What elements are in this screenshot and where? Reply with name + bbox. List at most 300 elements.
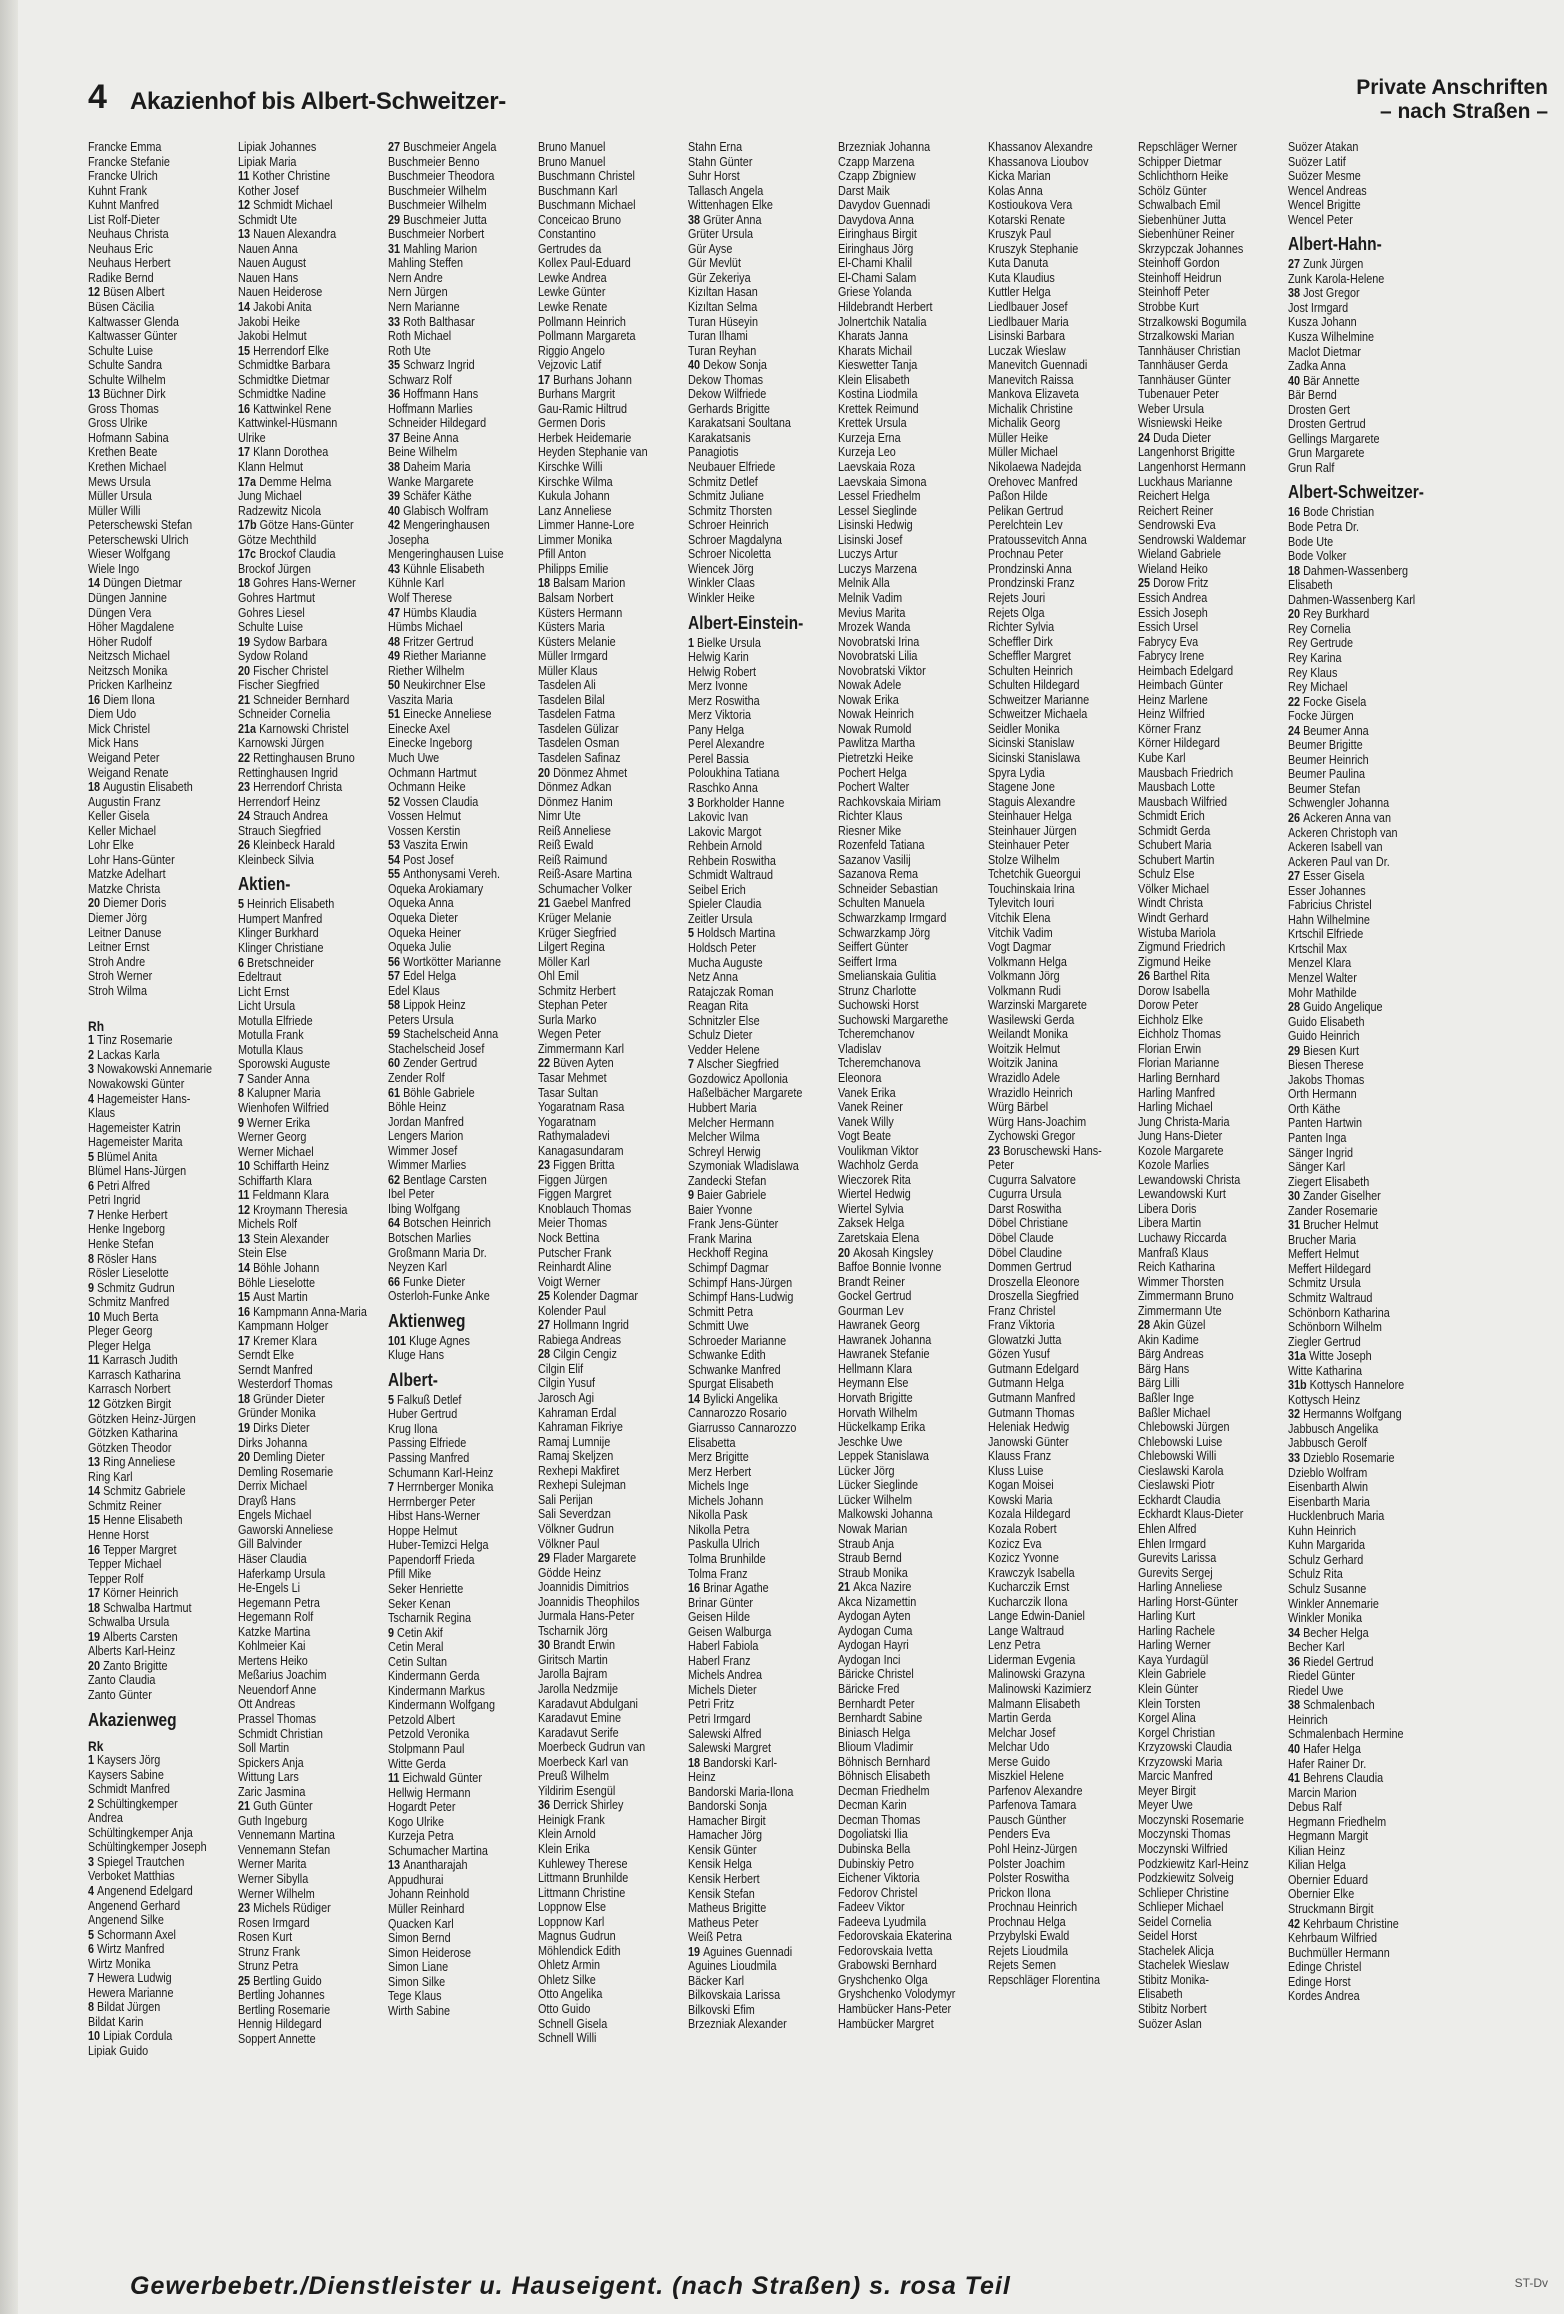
resident-entry: Lücker Sieglinde <box>838 1478 919 1493</box>
house-number: 7 <box>88 1207 98 1222</box>
resident-entry: Korgel Alina <box>1138 1711 1196 1726</box>
resident-entry: Littmann Brunhilde <box>538 1871 629 1886</box>
resident-entry: Pohl Heinz-Jürgen <box>988 1841 1078 1856</box>
resident-entry: Baßler Inge <box>1138 1391 1194 1406</box>
resident-entry: Schnitzler Else <box>688 1013 760 1028</box>
resident-entry: Kirschke Wilma <box>538 474 613 489</box>
resident-entry: Bode Volker <box>1288 549 1347 564</box>
resident-entry: Dubinska Bella <box>838 1841 911 1856</box>
resident-entry: Völkner Paul <box>538 1536 600 1551</box>
resident-entry: 47 Hümbs Klaudia <box>388 605 477 620</box>
house-number: 14 <box>238 300 254 315</box>
resident-entry: 2 Lackas Karla <box>88 1047 160 1062</box>
resident-entry: 5 Blümel Anita <box>88 1149 158 1164</box>
resident-entry: Pochert Helga <box>838 765 907 780</box>
resident-entry: Rejets Jouri <box>988 590 1046 605</box>
resident-entry: 38 Jost Gregor <box>1288 286 1360 301</box>
resident-entry: Pleger Helga <box>88 1338 151 1353</box>
resident-entry: Stephan Peter <box>538 998 608 1013</box>
resident-entry: Brinar Günter <box>688 1595 754 1610</box>
resident-entry: 23 Michels Rüdiger <box>238 1901 331 1916</box>
resident-entry: Henke Stefan <box>88 1237 154 1252</box>
house-number: 21 <box>238 692 254 707</box>
resident-entry: Podzkiewitz Solveig <box>1138 1871 1234 1886</box>
house-number: 11 <box>238 169 253 184</box>
resident-entry: Bildat Karin <box>88 2014 144 2029</box>
resident-entry: Krettek Ursula <box>838 416 907 431</box>
house-number: 37 <box>388 430 404 445</box>
resident-entry: Stachelscheid Josef <box>388 1041 485 1056</box>
resident-entry: Bäricke Fred <box>838 1681 900 1696</box>
resident-entry: Gür Mevlüt <box>688 256 741 271</box>
resident-entry: Staguis Alexandre <box>988 794 1076 809</box>
resident-entry: Karakatsanis <box>688 430 751 445</box>
resident-entry: Hamacher Jörg <box>688 1828 763 1843</box>
house-number: 27 <box>388 140 404 154</box>
resident-entry: Zimmermann Bruno <box>1138 1289 1234 1304</box>
resident-entry: Hagemeister Marita <box>88 1135 183 1150</box>
resident-entry: Haferkamp Ursula <box>238 1566 326 1581</box>
resident-entry: Schmidtke Dietmar <box>238 372 330 387</box>
resident-entry: Huber Gertrud <box>388 1407 458 1422</box>
house-number: 24 <box>238 809 254 824</box>
resident-entry: Kozicz Yvonne <box>988 1551 1059 1566</box>
resident-entry: Jung Hans-Dieter <box>1138 1129 1223 1144</box>
resident-entry: Angenend Gerhard <box>88 1898 181 1913</box>
resident-entry: Guido Heinrich <box>1288 1029 1360 1044</box>
resident-entry: 36 Riedel Gertrud <box>1288 1654 1374 1669</box>
resident-entry: Lohr Elke <box>88 838 134 853</box>
resident-entry: Licht Ursula <box>238 999 296 1014</box>
resident-entry: Bruno Manuel <box>538 154 606 169</box>
resident-entry: Nowak Rumold <box>838 721 912 736</box>
resident-entry: Ramaj Skeljzen <box>538 1449 614 1464</box>
resident-entry: Gockel Gertrud <box>838 1289 912 1304</box>
resident-entry: 20 Fischer Christel <box>238 663 329 678</box>
resident-entry: Steinhoff Heidrun <box>1138 270 1222 285</box>
resident-entry: Kuttler Helga <box>988 285 1051 300</box>
resident-entry: Schulz Else <box>1138 867 1195 882</box>
resident-entry: Kieswetter Tanja <box>838 358 918 373</box>
resident-entry: Rey Gertrude <box>1288 636 1354 651</box>
resident-entry: Prochnau Peter <box>988 547 1064 562</box>
house-number: 13 <box>238 227 254 242</box>
resident-entry: Schulten Manuela <box>838 896 925 911</box>
resident-entry: Haberl Fabiola <box>688 1639 759 1654</box>
house-number: 30 <box>1288 1189 1304 1204</box>
resident-entry: Rejets Olga <box>988 605 1045 620</box>
house-number: 12 <box>238 1202 254 1217</box>
house-number: 40 <box>688 358 704 373</box>
resident-entry: Buschmann Michael <box>538 198 636 213</box>
house-number: 60 <box>388 1056 404 1071</box>
resident-entry: 34 Becher Helga <box>1288 1625 1369 1640</box>
resident-entry: 16 Brinar Agathe <box>688 1581 769 1596</box>
house-number: 20 <box>538 765 554 780</box>
resident-entry: 7 Herrnberger Monika <box>388 1480 494 1495</box>
resident-entry: 54 Post Josef <box>388 852 454 867</box>
house-number: 15 <box>88 1513 104 1528</box>
resident-entry: Cilgin Yusuf <box>538 1376 596 1391</box>
page-binding-edge <box>0 0 18 2314</box>
resident-entry: Neubauer Elfriede <box>688 460 776 475</box>
resident-entry: 21 Gaebel Manfred <box>538 896 631 911</box>
resident-entry: Baffoe Bonnie Ivonne <box>838 1260 942 1275</box>
resident-entry: Hellmann Klara <box>838 1361 913 1376</box>
resident-entry: Schmidt Gerda <box>1138 823 1211 838</box>
resident-entry: Stroh Andre <box>88 954 146 969</box>
resident-entry: Henne Horst <box>88 1527 149 1542</box>
resident-entry: Scheffler Margret <box>988 649 1071 664</box>
house-number: 16 <box>238 401 254 416</box>
house-number: 7 <box>88 1971 98 1986</box>
resident-entry: Luczak Wieslaw <box>988 343 1066 358</box>
resident-entry: Darst Maik <box>838 183 890 198</box>
resident-entry: Novobratski Lilia <box>838 649 918 664</box>
resident-entry: Kurzeja Petra <box>388 1829 454 1844</box>
house-number: 17 <box>238 445 254 460</box>
resident-entry: Kensik Stefan <box>688 1886 755 1901</box>
resident-entry: Tepper Rolf <box>88 1571 144 1586</box>
resident-entry: Jakobi Heike <box>238 314 301 329</box>
resident-entry: Heinigk Frank <box>538 1812 605 1827</box>
resident-entry: Tylevitch Iouri <box>988 896 1055 911</box>
resident-entry: Merse Guido <box>988 1754 1051 1769</box>
resident-entry: Michalik Christine <box>988 401 1073 416</box>
resident-entry: Neyzen Karl <box>388 1260 448 1275</box>
resident-entry: Essich Ursel <box>1138 620 1199 635</box>
resident-entry: Reiß Raimund <box>538 852 608 867</box>
resident-entry: 16 Tepper Margret <box>88 1542 177 1557</box>
resident-entry: 23 Herrendorf Christa <box>238 780 343 795</box>
house-number: 23 <box>238 780 254 795</box>
resident-entry: Florian Marianne <box>1138 1056 1220 1071</box>
house-number: 2 <box>88 1796 98 1811</box>
street-heading: Albert- <box>388 1369 438 1390</box>
house-number: 15 <box>238 1290 254 1305</box>
resident-entry: 28 Guido Angelique <box>1288 1000 1383 1015</box>
resident-entry: 15 Aust Martin <box>238 1290 308 1305</box>
house-number: 1 <box>688 635 698 650</box>
resident-entry: Schroer Magdalyna <box>688 532 782 547</box>
resident-entry: Licht Ernst <box>238 984 290 999</box>
resident-entry: Stibitz Norbert <box>1138 2002 1207 2016</box>
resident-entry: 31 Brucher Helmut <box>1288 1218 1379 1233</box>
resident-entry: Krethen Michael <box>88 460 167 475</box>
house-number: 26 <box>238 838 254 853</box>
resident-entry: Böhle Heinz <box>388 1100 447 1115</box>
house-number: 18 <box>88 780 104 795</box>
resident-entry: Klauss Franz <box>988 1449 1052 1464</box>
section-title <box>1356 76 1548 124</box>
resident-entry: Liedlbauer Josef <box>988 300 1068 315</box>
resident-entry: Kensik Helga <box>688 1857 752 1872</box>
resident-entry: Radzewitz Nicola <box>238 503 322 518</box>
house-number: 5 <box>88 1149 98 1164</box>
resident-entry: Schnell Willi <box>538 2031 597 2046</box>
resident-entry: Peterschewski Ulrich <box>88 532 189 547</box>
house-number: 16 <box>88 1542 104 1557</box>
resident-entry: Schroeder Marianne <box>688 1333 787 1348</box>
house-number: 39 <box>388 489 404 504</box>
resident-entry: Fadeeva Lyudmila <box>838 1914 927 1929</box>
resident-entry: Wasilewski Gerda <box>988 1012 1075 1027</box>
house-number: 56 <box>388 954 404 969</box>
resident-entry: Kleinbeck Silvia <box>238 852 314 867</box>
resident-entry: Kuhnt Frank <box>88 183 148 198</box>
resident-entry: 18 Schwalba Hartmut <box>88 1600 192 1615</box>
resident-entry: Moerbeck Karl van <box>538 1754 629 1769</box>
resident-entry: Eisenbarth Maria <box>1288 1494 1370 1509</box>
resident-entry: Lewandowski Kurt <box>1138 1187 1226 1202</box>
resident-entry: Roth Ute <box>388 343 431 358</box>
resident-entry: Schültingkemper Anja <box>88 1825 193 1840</box>
resident-entry: Reichert Reiner <box>1138 503 1214 518</box>
resident-entry: Menzel Klara <box>1288 956 1352 971</box>
resident-entry: Gozdowicz Apollonia <box>688 1071 788 1086</box>
resident-entry: Tasdelen Osman <box>538 736 620 751</box>
resident-entry: 27 Esser Gisela <box>1288 869 1365 884</box>
resident-entry: Derrix Michael <box>238 1479 308 1494</box>
resident-entry: Hoppe Helmut <box>388 1523 458 1538</box>
resident-entry: 23 Boruschewski Hans- <box>988 1143 1102 1158</box>
resident-entry: Struckmann Birgit <box>1288 1901 1374 1916</box>
resident-entry: 17 Burhans Johann <box>538 372 632 387</box>
resident-entry: Beumer Heinrich <box>1288 752 1369 767</box>
resident-entry: Müller Irmgard <box>538 649 608 664</box>
resident-entry: Merz Roswitha <box>688 693 760 708</box>
resident-entry: Heimbach Günter <box>1138 678 1223 693</box>
resident-entry: El-Chami Salam <box>838 270 917 285</box>
resident-entry: Prochnau Helga <box>988 1914 1066 1929</box>
resident-entry: Hildebrandt Herbert <box>838 300 933 315</box>
resident-entry: Sicinski Stanislawa <box>988 750 1081 765</box>
resident-entry: Schlieper Michael <box>1138 1900 1224 1915</box>
resident-entry: Hambücker Margret <box>838 2016 934 2031</box>
resident-entry: Drosten Gert <box>1288 402 1351 417</box>
resident-entry: Müller Heike <box>988 430 1049 445</box>
resident-entry: Becher Karl <box>1288 1640 1345 1655</box>
listing-column-1 <box>88 140 213 2270</box>
section-title-line2: – nach Straßen – <box>1379 100 1548 123</box>
resident-entry: Karnowski Jürgen <box>238 736 325 751</box>
house-number: 13 <box>88 387 104 402</box>
resident-entry: Nauen Heiderose <box>238 285 323 300</box>
resident-entry: Zaretskaia Elena <box>838 1231 920 1246</box>
resident-entry: Höher Magdalene <box>88 620 175 635</box>
resident-entry: Schmidt Manfred <box>88 1782 170 1797</box>
resident-entry: Marcin Marion <box>1288 1785 1357 1800</box>
resident-entry: Schwalbach Emil <box>1138 198 1221 213</box>
resident-entry: Cugurra Salvatore <box>988 1172 1076 1187</box>
resident-entry: Harling Rachele <box>1138 1623 1216 1638</box>
resident-entry: Krtschil Max <box>1288 941 1347 956</box>
resident-entry: Spurgat Elisabeth <box>688 1377 774 1392</box>
resident-entry: Loppnow Karl <box>538 1914 605 1929</box>
resident-entry: 3 Borkholder Hanne <box>688 795 785 810</box>
resident-entry: Hewera Marianne <box>88 1985 174 2000</box>
resident-entry: 7 Henke Herbert <box>88 1207 168 1222</box>
house-number: 11 <box>88 1353 103 1368</box>
resident-entry: Müller Ursula <box>88 489 152 504</box>
street-heading: Albert-Einstein- <box>688 612 804 633</box>
resident-entry: Czapp Zbigniew <box>838 169 916 184</box>
resident-entry: Lipiak Johannes <box>238 140 317 154</box>
resident-entry: Kaltwasser Günter <box>88 329 178 344</box>
resident-entry: Chlebowski Luise <box>1138 1434 1223 1449</box>
resident-entry: 9 Schmitz Gudrun <box>88 1280 175 1295</box>
resident-entry: Rey Michael <box>1288 680 1348 695</box>
resident-entry: Düngen Vera <box>88 605 152 620</box>
resident-entry: 18 Dahmen-Wassenberg <box>1288 563 1409 578</box>
house-number: 18 <box>238 1391 254 1406</box>
resident-entry: Winkler Heike <box>688 590 755 605</box>
resident-entry: Zaric Jasmina <box>238 1784 306 1799</box>
resident-entry: Grabowski Bernhard <box>838 1958 937 1973</box>
house-number: 28 <box>1138 1318 1154 1333</box>
house-number: 18 <box>1288 563 1304 578</box>
resident-entry: Pausch Günther <box>988 1812 1067 1827</box>
resident-entry: Schmitt Uwe <box>688 1319 749 1334</box>
resident-entry: Beine Wilhelm <box>388 445 458 460</box>
resident-entry: Kehrbaum Wilfried <box>1288 1931 1378 1946</box>
resident-entry: Schimpf Hans-Ludwig <box>688 1290 794 1305</box>
house-number: 26 <box>1288 810 1304 825</box>
resident-entry: Kaysers Sabine <box>88 1767 164 1782</box>
resident-entry: Davydova Anna <box>838 212 914 227</box>
resident-entry: 57 Edel Helga <box>388 969 457 984</box>
resident-entry: Zigmund Friedrich <box>1138 940 1226 955</box>
resident-entry: Möller Karl <box>538 954 590 969</box>
resident-entry: Kindermann Markus <box>388 1683 485 1698</box>
resident-entry: Gryshchenko Volodymyr <box>838 1987 956 2002</box>
house-number: 14 <box>238 1261 254 1276</box>
resident-entry: Grun Margarete <box>1288 446 1365 461</box>
house-number: 7 <box>388 1480 398 1495</box>
resident-entry: 7 Hewera Ludwig <box>88 1971 172 1986</box>
house-number: 20 <box>238 663 254 678</box>
resident-entry: Tannhäuser Günter <box>1138 372 1231 387</box>
resident-entry: Debus Ralf <box>1288 1800 1342 1815</box>
resident-entry: Joannidis Dimitrios <box>538 1580 629 1595</box>
resident-entry: Baßler Michael <box>1138 1405 1211 1420</box>
resident-entry: Schlichthorn Heike <box>1138 169 1229 184</box>
resident-entry: Schmitz Thorsten <box>688 503 773 518</box>
resident-entry: Stolze Wilhelm <box>988 852 1060 867</box>
house-number: 7 <box>688 1057 698 1072</box>
resident-entry: Vogt Dagmar <box>988 940 1052 955</box>
resident-entry: Panten Inga <box>1288 1131 1347 1145</box>
resident-entry: Keller Gisela <box>88 809 150 824</box>
listing-column-9 <box>1288 140 1424 2270</box>
resident-entry: Strobbe Kurt <box>1138 300 1199 315</box>
resident-entry: Gellings Margarete <box>1288 431 1380 446</box>
resident-entry: Verboket Matthias <box>88 1869 175 1884</box>
resident-entry: Francke Stefanie <box>88 154 170 169</box>
resident-entry: Vitchik Elena <box>988 910 1051 925</box>
house-number: 19 <box>88 1629 104 1644</box>
resident-entry: Voigt Werner <box>538 1274 601 1289</box>
resident-entry: Tannhäuser Christian <box>1138 343 1241 358</box>
resident-entry: Einecke Axel <box>388 721 451 736</box>
house-number: 31b <box>1288 1378 1310 1393</box>
resident-entry: Wencel Peter <box>1288 212 1353 227</box>
resident-entry: Hawranek Stefanie <box>838 1347 930 1362</box>
resident-entry: 35 Schwarz Ingrid <box>388 358 475 373</box>
resident-entry: Smelianskaia Gulitia <box>838 969 937 984</box>
resident-entry: Jung Christa-Maria <box>1138 1114 1230 1129</box>
resident-entry: Schmitz Reiner <box>88 1498 162 1513</box>
resident-entry: Mausbach Wilfried <box>1138 794 1228 809</box>
resident-entry: Kostioukova Vera <box>988 198 1073 213</box>
house-number: 8 <box>88 1251 98 1266</box>
resident-entry: Stagene Jone <box>988 780 1055 795</box>
resident-entry: Rey Klaus <box>1288 665 1338 680</box>
resident-entry: Akin Kadime <box>1138 1332 1199 1347</box>
resident-entry: Pratoussevitch Anna <box>988 532 1087 547</box>
resident-entry: Otto Guido <box>538 2002 591 2016</box>
resident-entry: Tasdelen Ali <box>538 678 596 693</box>
resident-entry: Libera Martin <box>1138 1216 1202 1231</box>
resident-entry: Lisinski Barbara <box>988 329 1066 344</box>
house-number: 13 <box>388 1858 404 1873</box>
resident-entry: Lewke Günter <box>538 285 606 300</box>
resident-entry: Krettek Reimund <box>838 401 919 416</box>
resident-entry: Gaworski Anneliese <box>238 1522 334 1537</box>
house-number: 3 <box>88 1854 98 1869</box>
house-number: 19 <box>238 634 254 649</box>
resident-entry: Strzalkowski Bogumila <box>1138 314 1247 329</box>
resident-entry: Schipper Dietmar <box>1138 154 1222 169</box>
resident-entry: Brucher Maria <box>1288 1232 1357 1247</box>
house-number: 5 <box>238 897 248 912</box>
resident-entry: Werner Marita <box>238 1857 307 1872</box>
resident-entry: 14 Böhle Johann <box>238 1261 320 1276</box>
resident-entry: Volkmann Rudi <box>988 983 1061 998</box>
resident-entry: Dekow Wilfriede <box>688 387 767 402</box>
resident-entry: Jarosch Agi <box>538 1391 594 1406</box>
resident-entry: Wencel Andreas <box>1288 183 1367 198</box>
resident-entry: Krzyzowski Maria <box>1138 1754 1223 1769</box>
house-number: 19 <box>238 1421 254 1436</box>
resident-entry: Seiffert Irma <box>838 954 897 969</box>
resident-entry: 16 Kampmann Anna-Maria <box>238 1304 367 1319</box>
resident-entry: Kirschke Willi <box>538 460 603 475</box>
resident-entry: Jolnertchik Natalia <box>838 314 927 329</box>
resident-entry: Buschmeier Wilhelm <box>388 183 487 198</box>
house-number: 36 <box>388 387 404 402</box>
resident-entry: 12 Götzken Birgit <box>88 1397 172 1412</box>
resident-entry: Martin Gerda <box>988 1711 1052 1726</box>
resident-entry: 12 Kroymann Theresia <box>238 1202 348 1217</box>
resident-entry: Elisabetta <box>688 1435 736 1450</box>
resident-entry: Seidel Horst <box>1138 1929 1198 1944</box>
house-number: 30 <box>538 1638 554 1653</box>
resident-entry: Schönborn Katharina <box>1288 1305 1390 1320</box>
house-number: 62 <box>388 1172 404 1187</box>
resident-entry: Drayß Hans <box>238 1493 296 1508</box>
resident-entry: Salewski Margret <box>688 1741 772 1756</box>
resident-entry: Horvath Brigitte <box>838 1391 913 1406</box>
resident-entry: Kuhn Heinrich <box>1288 1523 1357 1538</box>
resident-entry: Gründer Monika <box>238 1406 316 1421</box>
resident-entry: Kowski Maria <box>988 1492 1053 1507</box>
resident-entry: 41 Behrens Claudia <box>1288 1771 1384 1786</box>
resident-entry: Kollex Paul-Eduard <box>538 256 631 271</box>
house-number: 27 <box>538 1318 554 1333</box>
resident-entry: Schwalba Ursula <box>88 1615 170 1630</box>
resident-entry: Bertling Johannes <box>238 1988 325 2003</box>
